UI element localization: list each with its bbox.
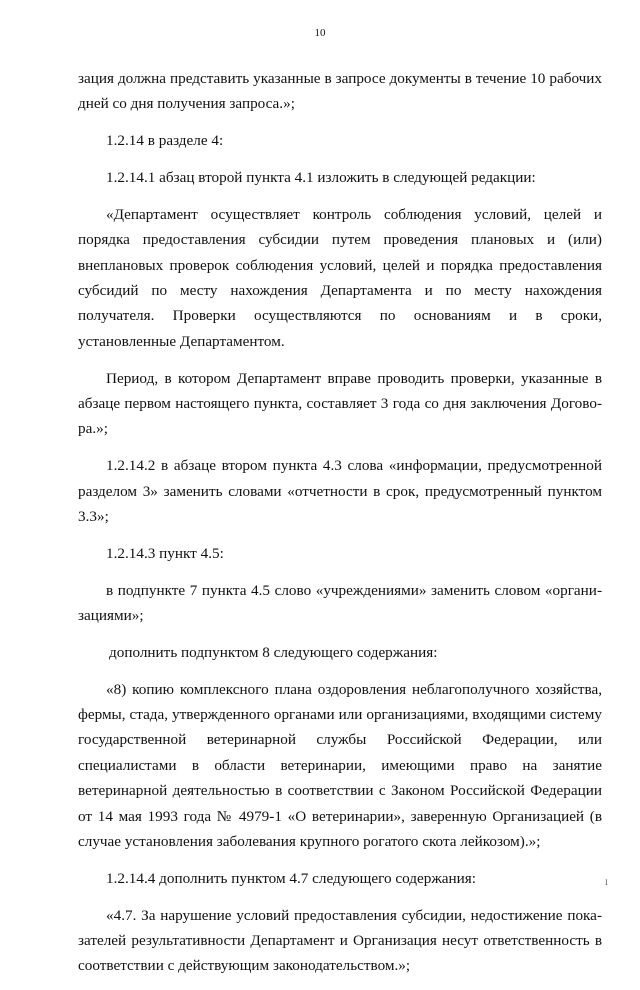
paragraph-quote-subitem-8: «8) копию комплексного плана оздоровления неблагополучного хозяйства, фермы, стада, утвержденного органами или организациями, входящими систему государственной ветеринарной службы Российской Федерации, или специалистами в области ветеринарии, имеющими право на занятие ветеринарной деятельностью в соответствии с Законом Российской Федерации от 14 мая 1993 года № 4979-1 «О ветеринарии», заверенную Организацией (в случае установления заболевания крупного рогатого скота лейкозом).»; [78,680,602,851]
paragraph-add-subitem-8: дополнить подпунктом 8 следующего содержания: [109,643,438,661]
paragraph-subitem-7: в подпункте 7 пункта 4.5 слово «учреждениями» заменить словом «организациями»; [78,581,602,625]
paragraph-period: Период, в котором Департамент вправе проводить проверки, указанные в абзаце первом настоящего пункта, составляет 3 года со дня заключения Договора.»; [78,369,602,438]
paragraph-quote-control: «Департамент осуществляет контроль соблюдения условий, целей и порядка предоставления субсидии путем проведения плановых и (или) внеплановых проверок соблюдения условий, целей и порядка предоставления субсидий по месту нахождения Департамента и по месту нахождения получателя. Проверки осуществляются по основаниям и в сроки, установленные Департаментом. [78,205,602,350]
paragraph-continuation: зация должна представить указанные в запросе документы в течение 10 рабочих дней со дня получения запроса.»; [78,70,602,113]
paragraph-quote-4-7: «4.7. За нарушение условий предоставления субсидии, недостижение показателей результативности Департамент и Организация несут ответственность в соответствии с действующим законодательством.»; [78,906,602,975]
corner-mark: I [605,878,608,887]
paragraph-item-1-2-14: 1.2.14 в разделе 4: [106,132,224,150]
paragraph-item-1-2-14-1: 1.2.14.1 абзац второй пункта 4.1 изложить в следующей редакции: [106,169,536,186]
paragraph-item-1-2-14-2: 1.2.14.2 в абзаце втором пункта 4.3 слова «информации, предусмотренной разделом 3» заменить словами «отчетности в срок, предусмотренный пунктом 3.3»; [78,457,602,526]
page-number: 10 [314,27,326,39]
paragraph-item-1-2-14-4: 1.2.14.4 дополнить пунктом 4.7 следующего содержания: [106,869,477,887]
paragraph-item-1-2-14-3: 1.2.14.3 пункт 4.5: [106,544,224,562]
document-body [78,66,602,990]
